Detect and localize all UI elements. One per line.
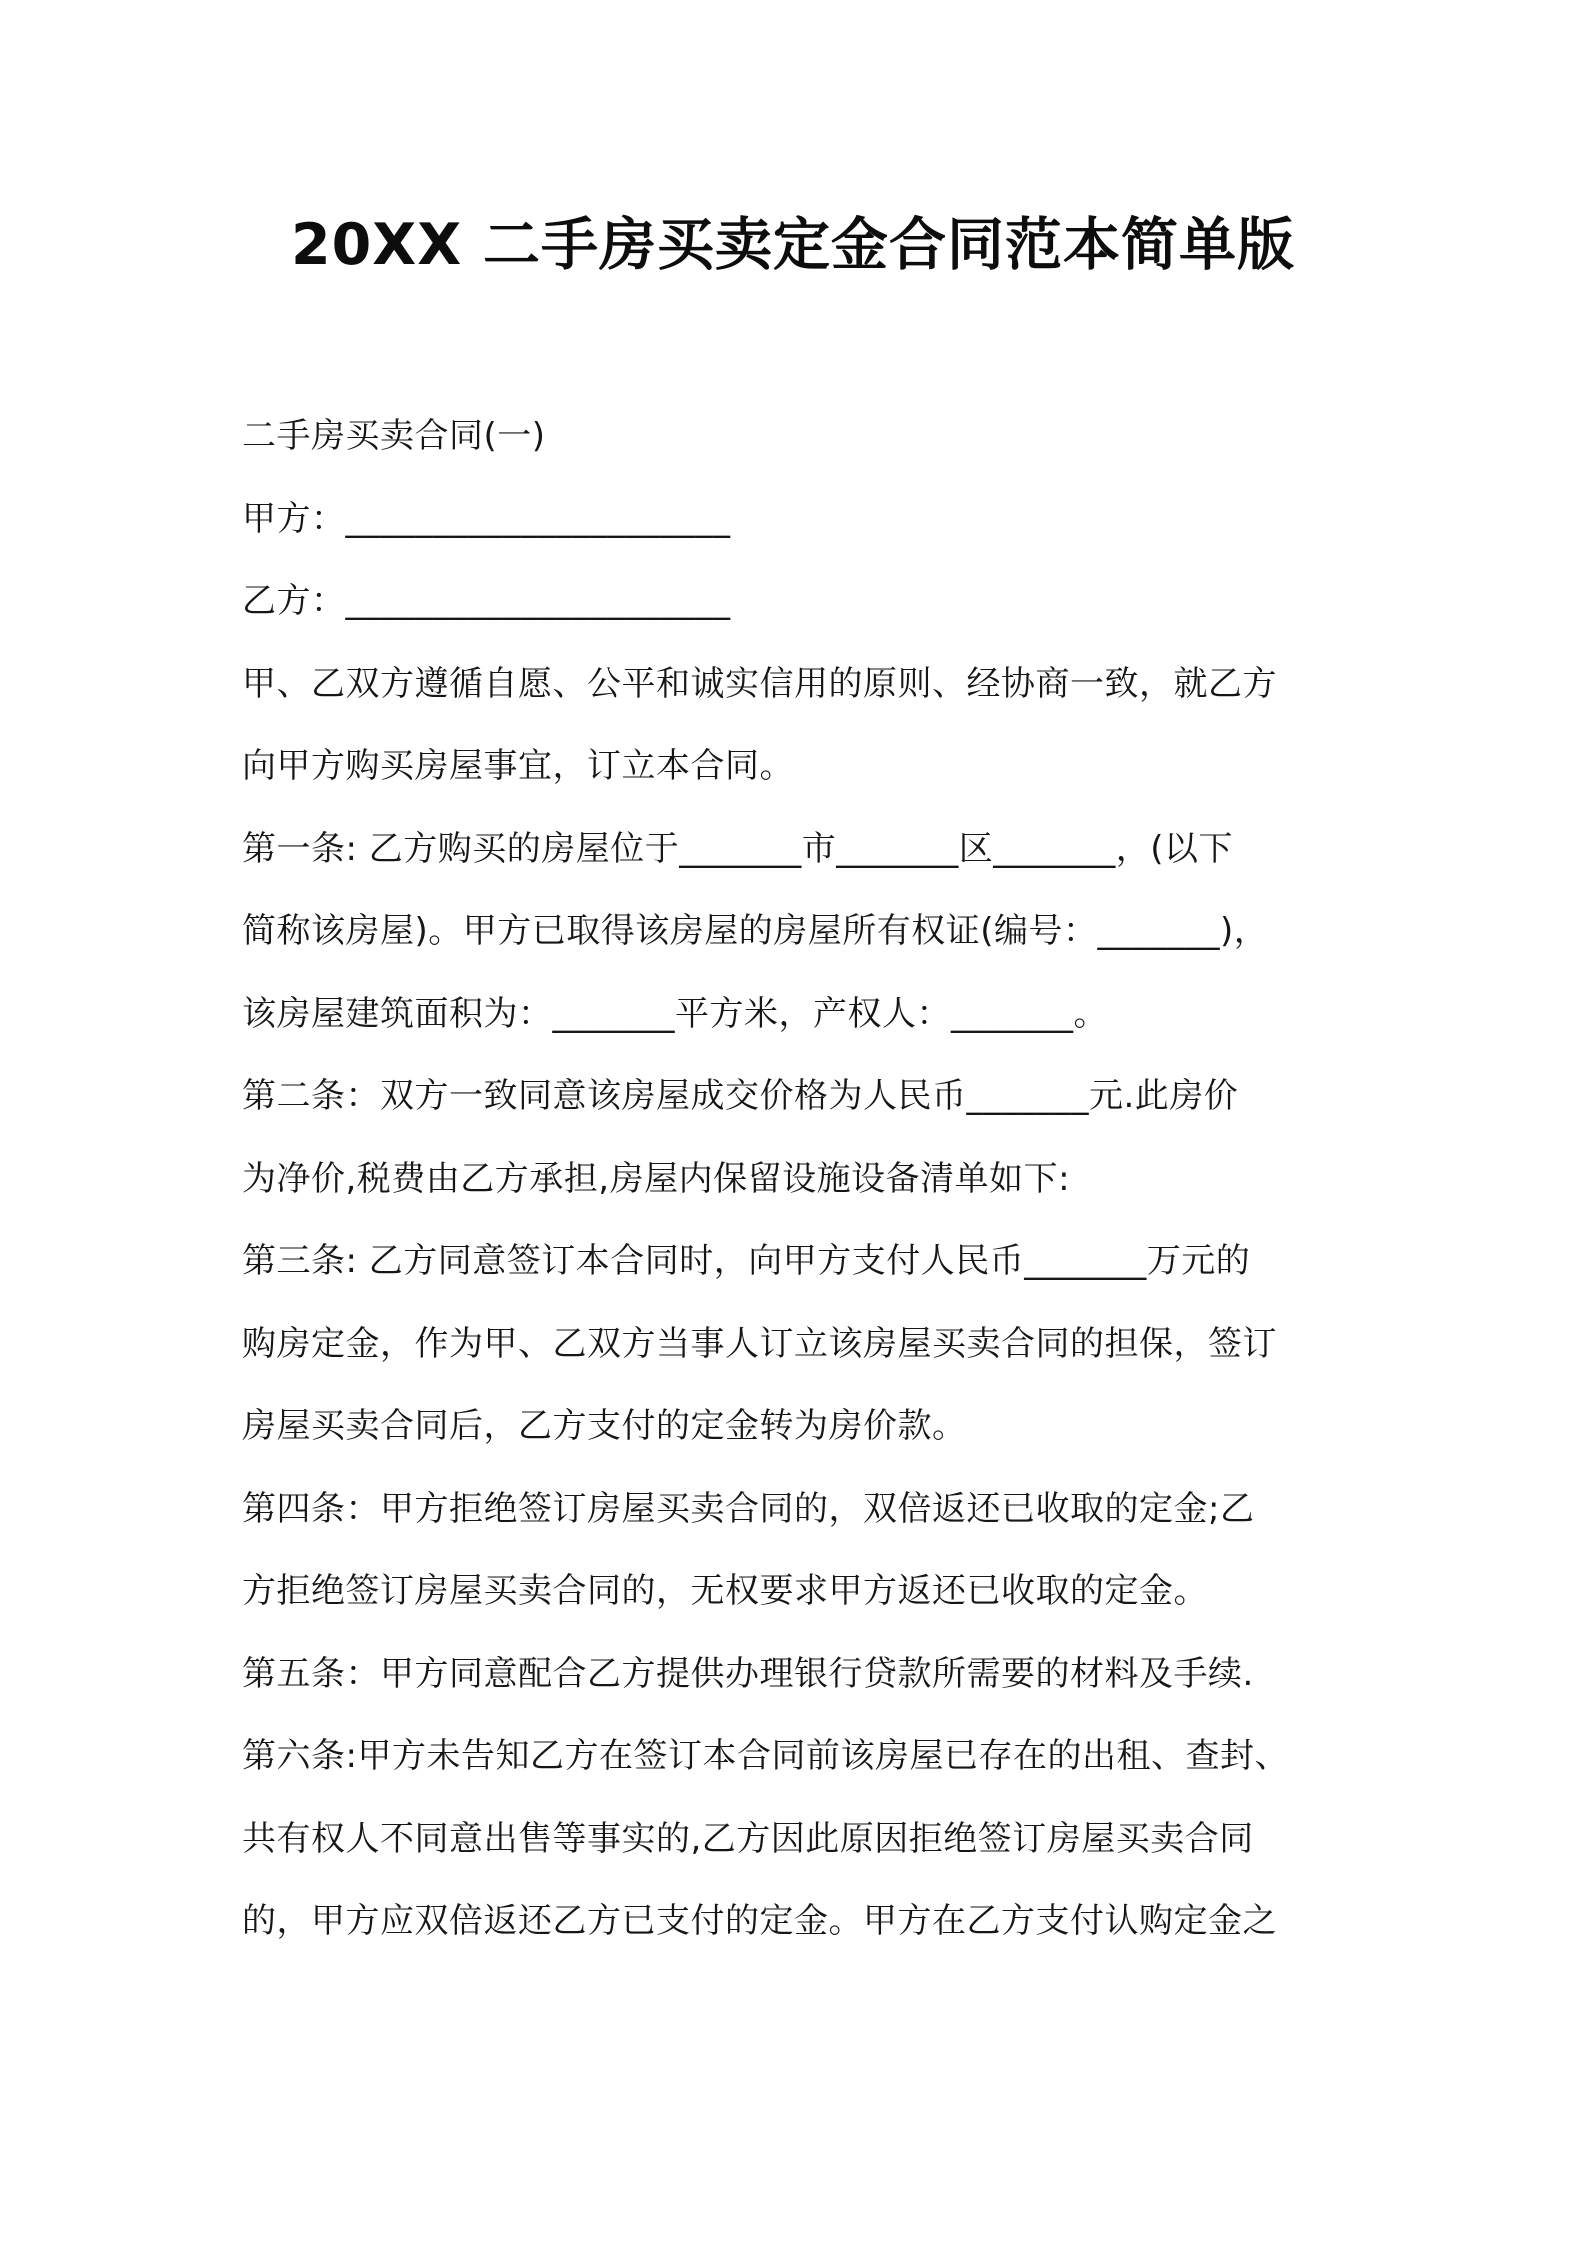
article-6-line: 的，甲方应双倍返还乙方已支付的定金。甲方在乙方支付认购定金之: [242, 1901, 1277, 1941]
preamble-line: 甲、乙双方遵循自愿、公平和诚实信用的原则、经协商一致，就乙方: [242, 663, 1277, 704]
article-6-line: 共有权人不同意出售等事实的,乙方因此原因拒绝签订房屋买卖合同: [242, 1818, 1254, 1859]
document-body: [242, 395, 1352, 1963]
article-6-line: 第六条:甲方未告知乙方在签订本合同前该房屋已存在的出租、查封、: [242, 1736, 1289, 1776]
article-3-line: 第三条: 乙方同意签订本合同时，向甲方支付人民币_______万元的: [242, 1241, 1251, 1281]
article-1-line: 该房屋建筑面积为：_______平方米，产权人：_______。: [242, 993, 1108, 1034]
preamble-line: 向甲方购买房屋事宜，订立本合同。: [242, 746, 794, 786]
article-2-line: 第二条：双方一致同意该房屋成交价格为人民币_______元.此房价: [242, 1076, 1239, 1116]
article-5-line: 第五条：甲方同意配合乙方提供办理银行贷款所需要的材料及手续.: [242, 1653, 1254, 1694]
article-3-line: 房屋买卖合同后，乙方支付的定金转为房价款。: [242, 1406, 967, 1446]
party-a-line: 甲方：______________________: [242, 498, 731, 539]
document-title: 20XX 二手房买卖定金合同范本简单版: [290, 212, 1296, 278]
article-3-line: 购房定金，作为甲、乙双方当事人订立该房屋买卖合同的担保，签订: [242, 1323, 1277, 1364]
contract-subtitle: 二手房买卖合同(一): [242, 416, 546, 456]
article-2-line: 为净价,税费由乙方承担,房屋内保留设施设备清单如下:: [242, 1158, 1071, 1199]
article-1-line: 第一条: 乙方购买的房屋位于_______市_______区_______，(以下: [242, 828, 1234, 869]
article-4-line: 第四条：甲方拒绝签订房屋买卖合同的，双倍返还已收取的定金;乙: [242, 1488, 1255, 1529]
article-4-line: 方拒绝签订房屋买卖合同的，无权要求甲方返还已收取的定金。: [242, 1571, 1208, 1611]
article-1-line: 简称该房屋)。甲方已取得该房屋的房屋所有权证(编号：_______)，: [242, 911, 1269, 951]
party-b-line: 乙方：______________________: [242, 581, 731, 621]
